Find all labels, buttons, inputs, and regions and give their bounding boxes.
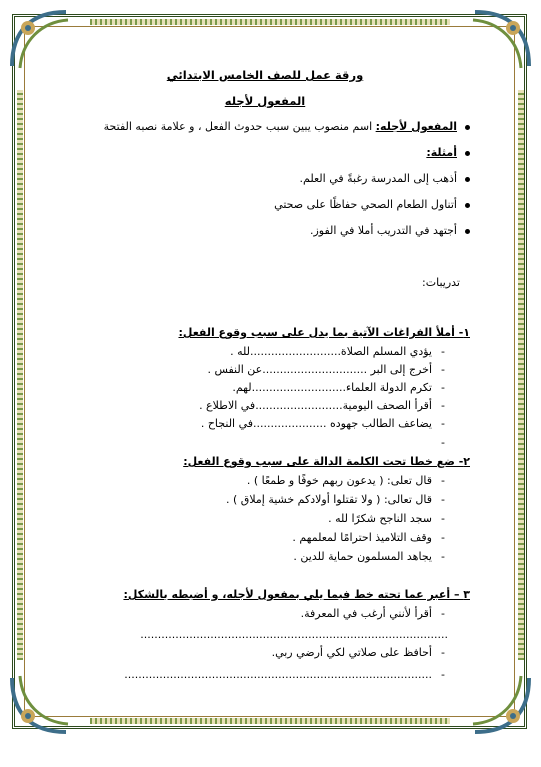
q1-item: -أخرج إلى البر ..............................عن النفس . — [207, 363, 445, 376]
definition-label: المفعول لأجله: — [375, 120, 457, 133]
q2-item: -قال تعالى: ( ولا تقتلوا أولادكم خشية إملاق ) . — [226, 493, 445, 506]
q1-item: -تكرم الدولة العلماء...........................لهم. — [232, 381, 445, 394]
lesson-title: المفعول لأجله — [224, 94, 306, 108]
exercises-label: تدريبات: — [422, 276, 460, 289]
q1-item: -أقرأ الصحف اليومية.........................في الاطلاع . — [199, 399, 445, 412]
example-row — [300, 172, 470, 185]
worksheet-title: ورقة عمل للصف الخامس الابتدائي — [166, 68, 364, 82]
q2-item: -وقف التلاميذ احترامًا لمعلمهم . — [292, 531, 445, 544]
frame-band-right — [518, 90, 524, 660]
corner-ornament-top-right-icon — [465, 6, 535, 76]
q1-empty-item: - — [441, 436, 445, 449]
bullet-icon — [465, 229, 470, 234]
q3-answer-line: ........................................................................................ — [140, 628, 448, 641]
example-text: أذهب إلى المدرسة رغبةً في العلم. — [299, 172, 457, 185]
definition-row — [104, 120, 470, 133]
examples-label: أمثلة: — [426, 146, 457, 159]
q2-item: -سجد الناجح شكرًا لله . — [328, 512, 445, 525]
bullet-icon — [465, 177, 470, 182]
example-text: أجتهد في التدريب أملا في الفوز. — [309, 224, 457, 237]
q3-item: -أقرأ لأنني أرغب في المعرفة. — [300, 607, 445, 620]
corner-ornament-bottom-right-icon — [465, 668, 535, 738]
q3-answer-line: -........................................................................................ — [124, 668, 445, 681]
frame-band-top — [90, 19, 450, 25]
worksheet-content — [60, 60, 470, 700]
bullet-icon — [465, 203, 470, 208]
q2-heading: ٢- ضع خطا تحت الكلمة الدالة على سبب وقوع الفعل: — [183, 455, 470, 468]
q1-item: -يضاعف الطالب جهوده .....................في النجاح . — [200, 417, 445, 430]
q3-item: -أحافظ على صلاتي لكي أرضي ربي. — [271, 646, 445, 659]
frame-band-left — [17, 90, 23, 660]
definition-text: اسم منصوب يبين سبب حدوث الفعل ، و علامة نصبه الفتحة — [103, 120, 376, 133]
examples-label-row — [426, 146, 470, 159]
q2-item: -يجاهد المسلمون حماية للدين . — [293, 550, 445, 563]
q1-heading: ١- أملأ الفراغات الآتية بما يدل على سبب وقوع الفعل: — [178, 326, 470, 339]
example-row — [274, 198, 470, 211]
q3-heading: ٣ – أعبر عما تحته خط فيما يلي بمفعول لأجله، و أضبطه بالشكل: — [123, 588, 470, 601]
bullet-icon — [465, 125, 470, 130]
q1-item: -يؤدي المسلم الصلاة..........................لله . — [230, 345, 445, 358]
frame-band-bottom — [90, 718, 450, 724]
bullet-icon — [465, 151, 470, 156]
q2-item: -قال تعلى: ( يدعون ربهم خوفًا و طمعًا ) . — [246, 474, 445, 487]
example-text: أتناول الطعام الصحي حفاظًا على صحتي — [274, 198, 457, 211]
example-row — [310, 224, 470, 237]
